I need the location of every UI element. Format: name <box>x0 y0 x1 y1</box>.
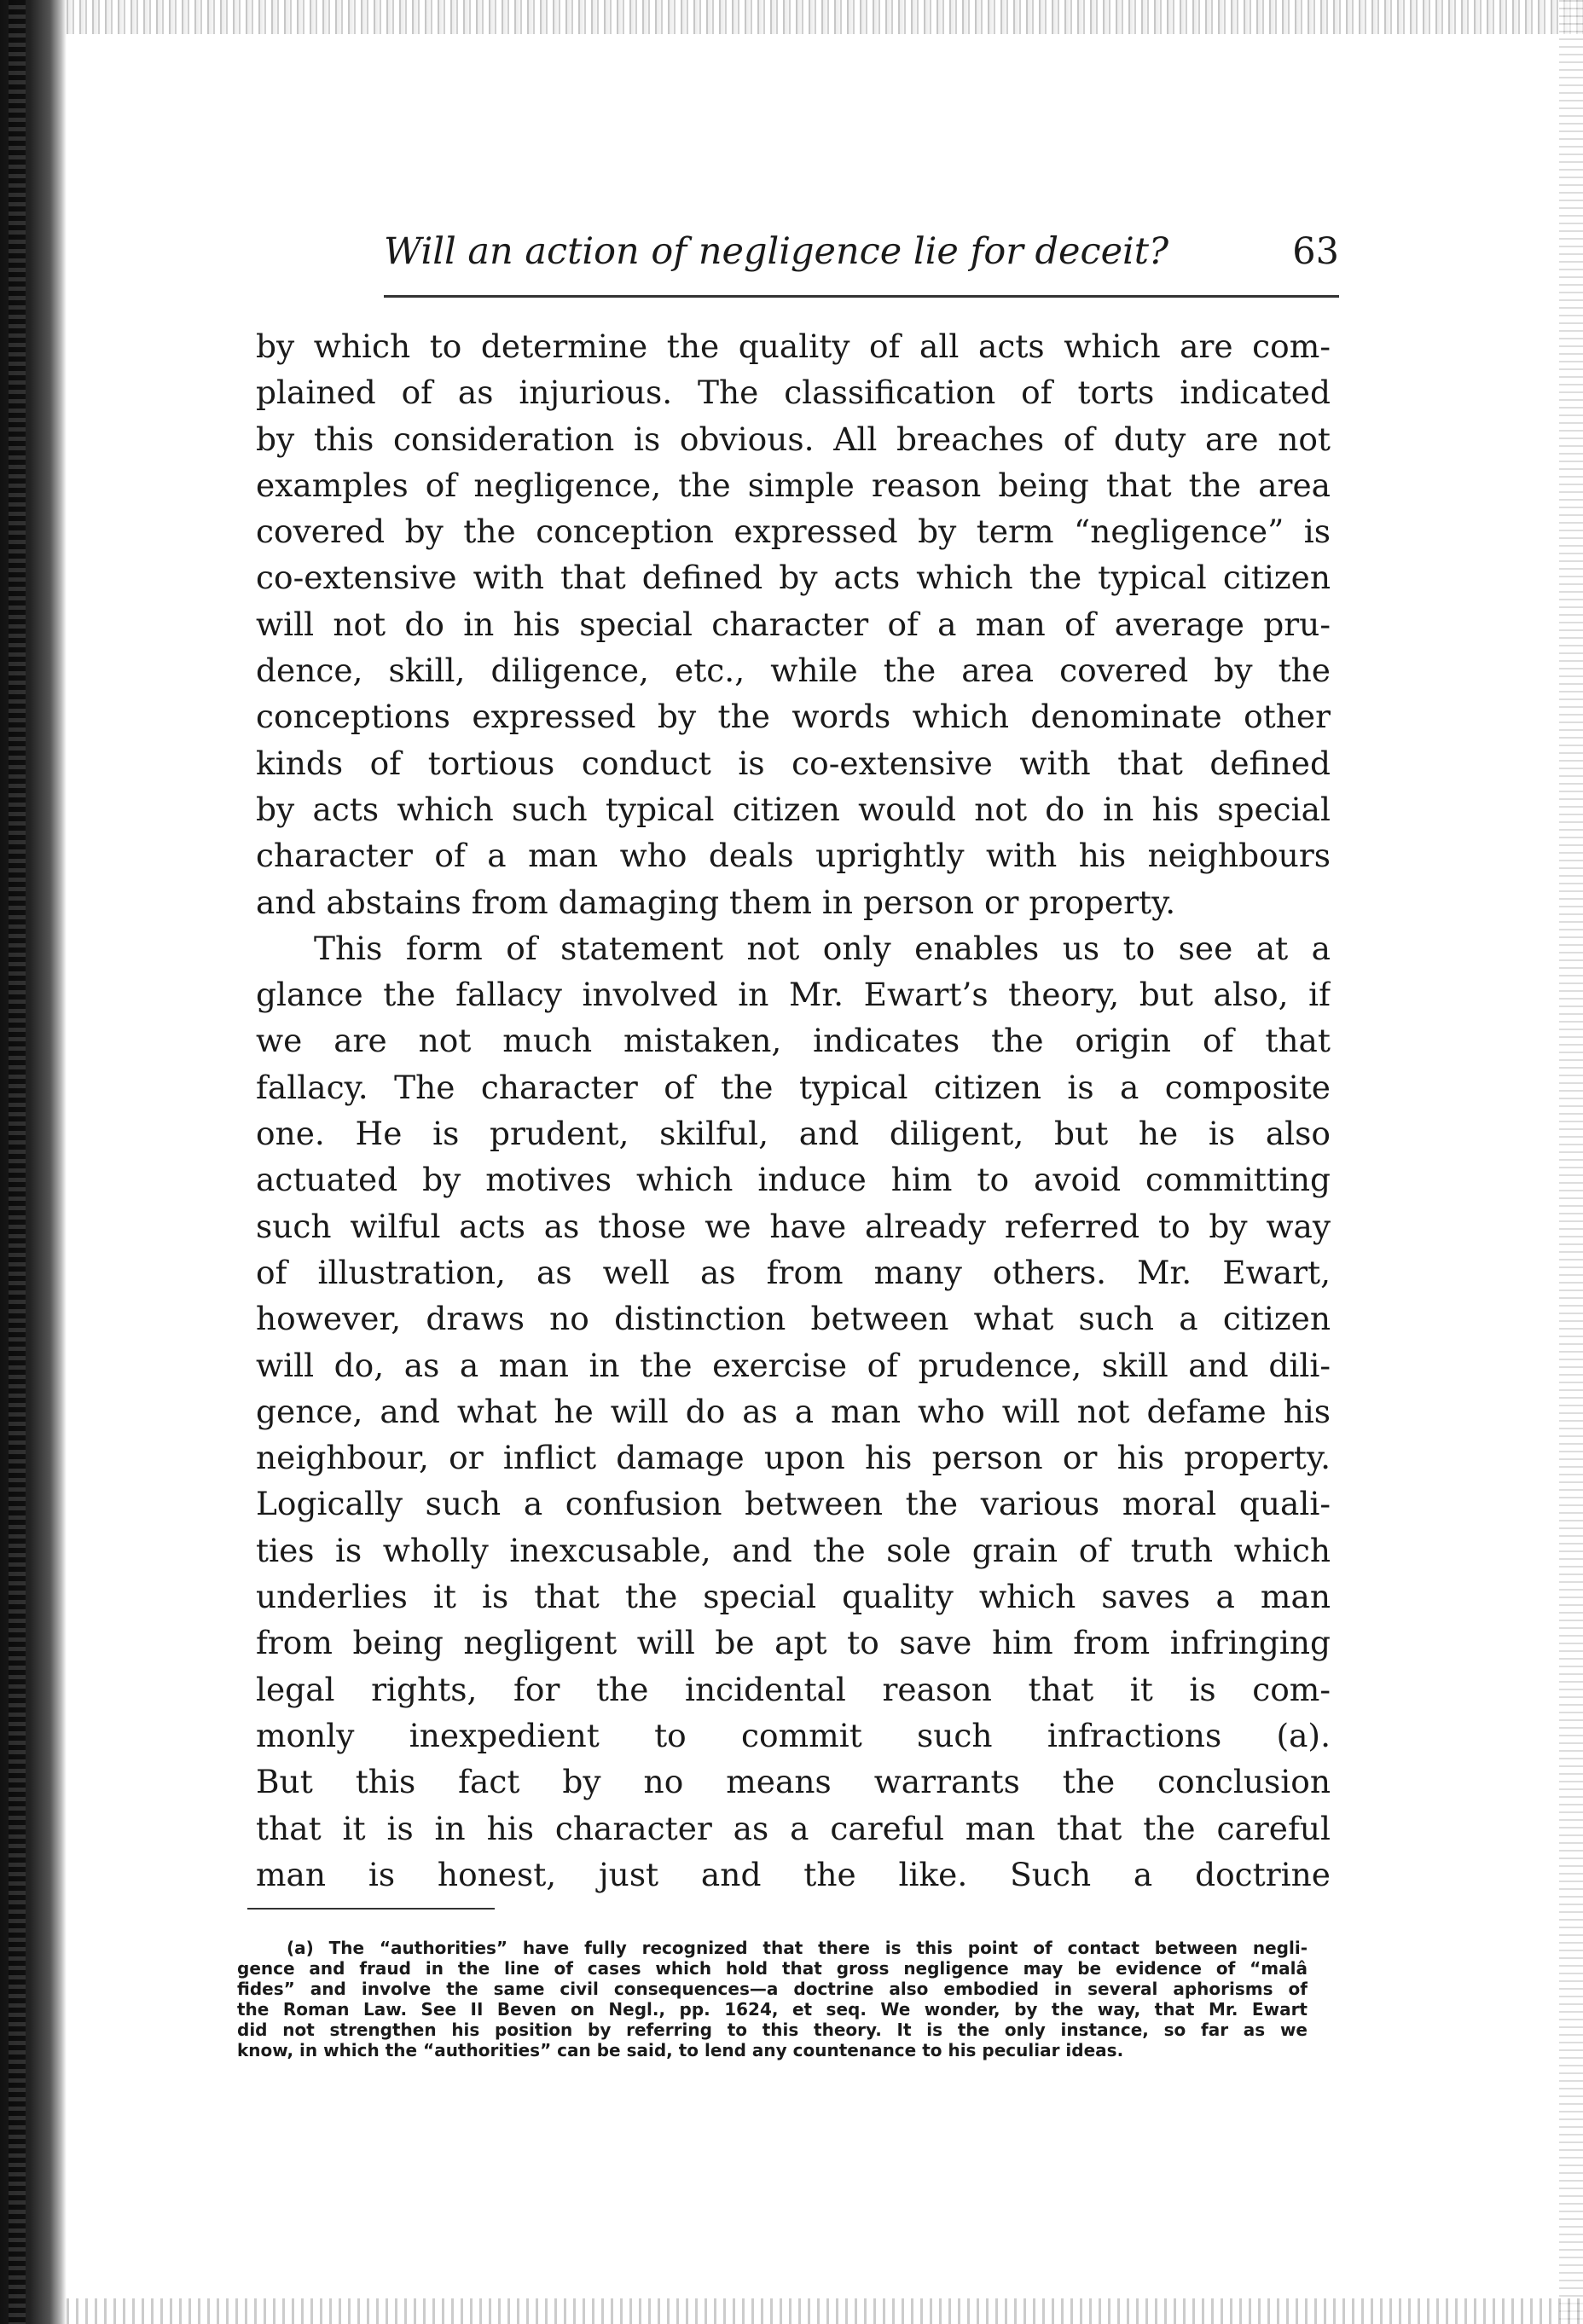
footnote-line: the Roman Law. See II Beven on Negl., pp. 1624, et seq. We wonder, by the way, that Mr. Ewart <box>237 1999 1308 2020</box>
text-line: such wilful acts as those we have already referred to by way <box>256 1207 1331 1245</box>
text-line: plained of as injurious. The classification of torts indicated <box>256 374 1331 412</box>
running-head <box>256 230 1348 290</box>
text-line: and abstains from damaging them in person or property. <box>256 883 1176 921</box>
book-page <box>256 230 1348 1898</box>
text-line: actuated by motives which induce him to avoid committing <box>256 1161 1331 1199</box>
footnote-line: gence and fraud in the line of cases which hold that gross negligence may be evidence of “malâ <box>237 1958 1308 1979</box>
text-line: examples of negligence, the simple reason being that the area <box>256 466 1331 504</box>
text-line: co-extensive with that defined by acts which the typical citizen <box>256 559 1331 597</box>
footnote-rule <box>247 1908 495 1910</box>
scan-top-edge <box>67 0 1583 34</box>
text-line: man is honest, just and the like. Such a doctrine <box>256 1855 1331 1893</box>
running-title: Will an action of negligence lie for deceit? <box>384 230 1169 273</box>
text-line: gence, and what he will do as a man who will not defame his <box>256 1392 1331 1430</box>
scan-right-edge <box>1559 0 1583 2324</box>
text-line: fallacy. The character of the typical citizen is a composite <box>256 1068 1331 1106</box>
text-line: covered by the conception expressed by term “negligence” is <box>256 513 1331 551</box>
footnote-line: (a) The “authorities” have fully recognized that there is this point of contact between negli- <box>287 1938 1308 1958</box>
text-line: by acts which such typical citizen would not do in his special <box>256 790 1331 828</box>
text-line: monly inexpedient to commit such infractions (a). <box>256 1716 1331 1754</box>
text-line: by this consideration is obvious. All breaches of duty are not <box>256 420 1331 458</box>
footnote-line: know, in which the “authorities” can be said, to lend any countenance to his peculiar ideas. <box>237 2040 1124 2060</box>
paragraph-2 <box>256 925 1331 1898</box>
scan-binding-edge <box>0 0 67 2324</box>
text-line: by which to determine the quality of all acts which are com- <box>256 327 1331 365</box>
page-number: 63 <box>1292 230 1339 273</box>
footnote-line: did not strengthen his position by referring to this theory. It is the only instance, so far as we <box>237 2020 1308 2040</box>
text-line: that it is in his character as a careful man that the careful <box>256 1809 1331 1847</box>
text-line: kinds of tortious conduct is co-extensive with that defined <box>256 744 1331 782</box>
text-line: however, draws no distinction between what such a citizen <box>256 1300 1331 1338</box>
text-line: legal rights, for the incidental reason that it is com- <box>256 1670 1331 1708</box>
text-line: we are not much mistaken, indicates the origin of that <box>256 1022 1331 1060</box>
body-text <box>256 323 1331 1898</box>
text-line: one. He is prudent, skilful, and diligent, but he is also <box>256 1115 1331 1153</box>
text-line: underlies it is that the special quality which saves a man <box>256 1578 1331 1616</box>
text-line: conceptions expressed by the words which denominate other <box>256 698 1331 736</box>
text-line: of illustration, as well as from many others. Mr. Ewart, <box>256 1253 1331 1291</box>
text-line: But this fact by no means warrants the conclusion <box>256 1763 1331 1801</box>
header-rule <box>384 295 1339 298</box>
footnote-line: fides” and involve the same civil consequences—a doctrine also embodied in several aphorisms of <box>237 1979 1308 1999</box>
paragraph-1 <box>256 323 1331 925</box>
footnote <box>237 1938 1308 2060</box>
text-line: glance the fallacy involved in Mr. Ewart’s theory, but also, if <box>256 976 1331 1014</box>
text-line: from being negligent will be apt to save him from infringing <box>256 1624 1331 1662</box>
text-line: ties is wholly inexcusable, and the sole grain of truth which <box>256 1531 1331 1569</box>
text-line: will not do in his special character of a man of average pru- <box>256 605 1331 643</box>
text-line: This form of statement not only enables us to see at a <box>314 929 1331 967</box>
text-line: will do, as a man in the exercise of prudence, skill and dili- <box>256 1346 1331 1384</box>
scan-bottom-edge <box>67 2298 1583 2324</box>
text-line: character of a man who deals uprightly with his neighbours <box>256 837 1331 875</box>
text-line: neighbour, or inflict damage upon his person or his property. <box>256 1439 1331 1477</box>
text-line: dence, skill, diligence, etc., while the area covered by the <box>256 652 1331 690</box>
text-line: Logically such a confusion between the various moral quali- <box>256 1485 1331 1523</box>
